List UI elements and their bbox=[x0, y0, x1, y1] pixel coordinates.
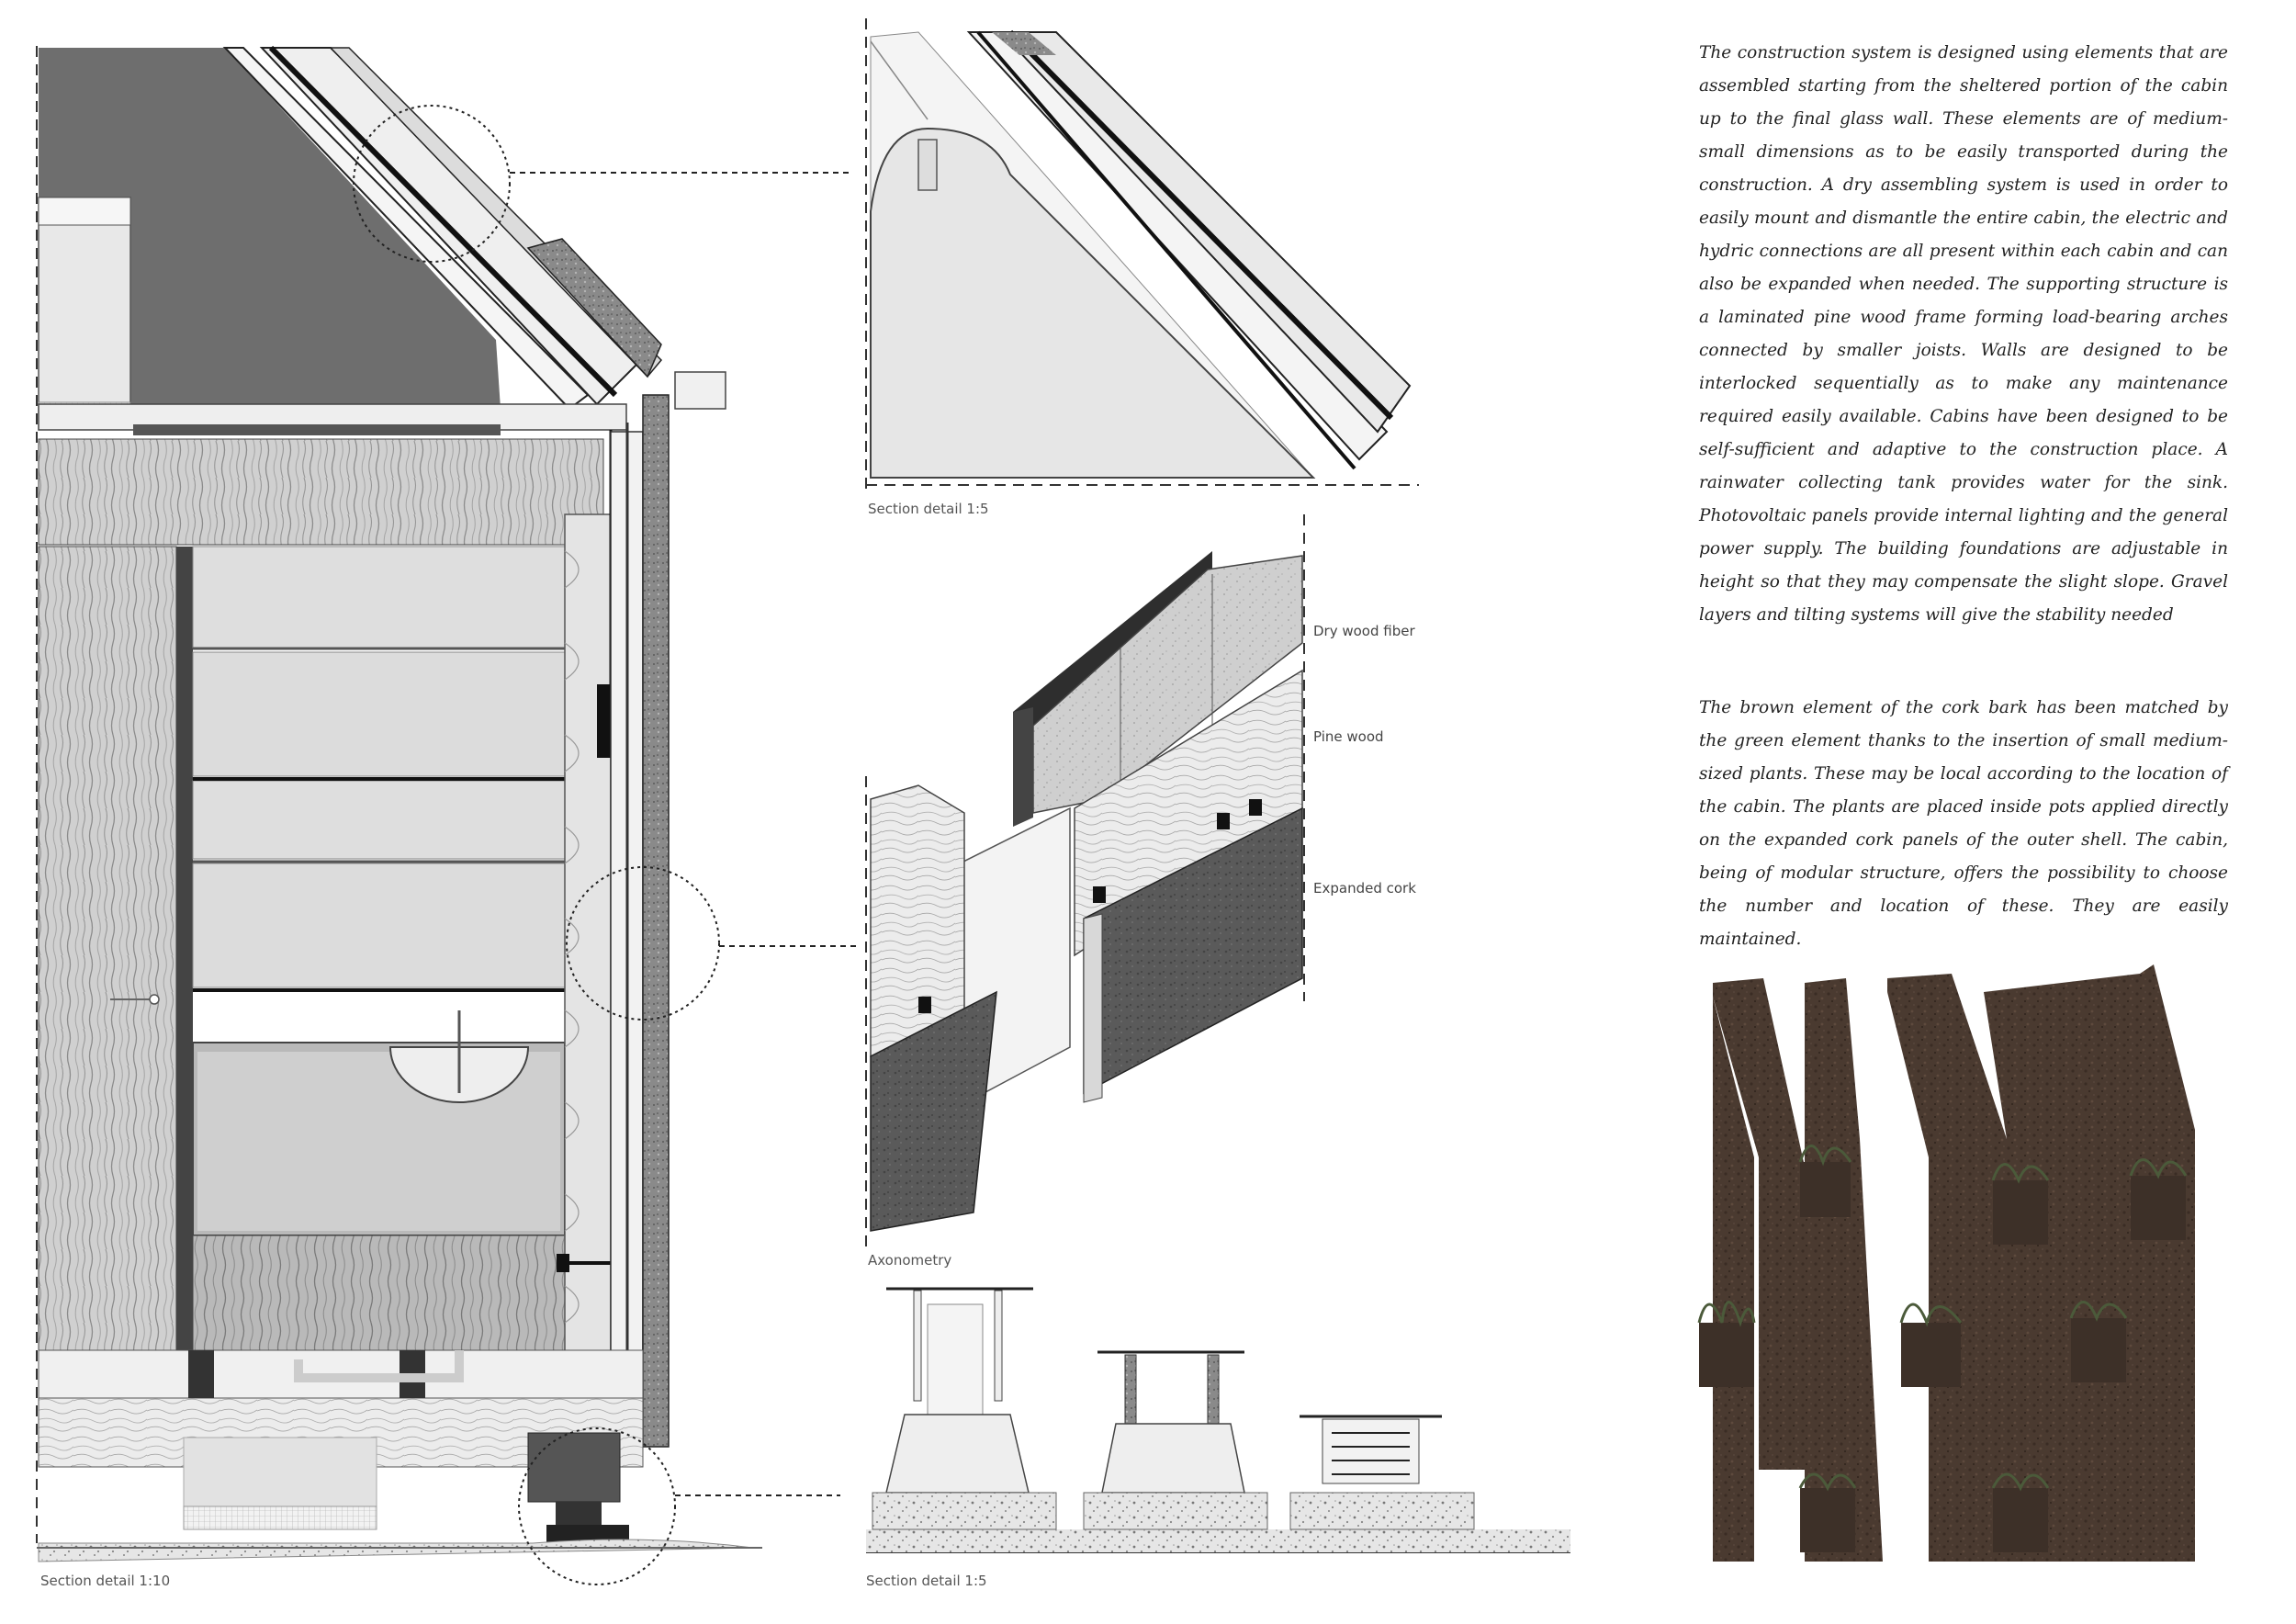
main-section-drawing bbox=[37, 46, 859, 1585]
axonometry-drawing bbox=[866, 514, 1304, 1249]
roof-detail-caption: Section detail 1:5 bbox=[868, 501, 989, 517]
construction-description: The construction system is designed using elements that are assembled starting from the sheltered portion of the cabin up to the final glass wall. These elements are of medium-small dimensions as to be easily transported during the construction. A dry assembling system is used in order to easily mount and dismantle the entire cabin, the electric and hydric connections are all present within each cabin and can also be expanded when needed. The supporting structure is a laminated pine wood frame forming load-bearing arches connected by smaller joists. Walls are designed to be interlocked sequentially as to make any maintenance required easily available. Cabins have been designed to be self-sufficient and adaptive to the construction place. A rainwater collecting tank provides water for the sink. Photovoltaic panels provide internal lighting and the general power supply. The building foundations are adjustable in height so that they may compensate the slight slope. Gravel layers and tilting systems will give the stability needed bbox=[1699, 43, 2228, 625]
layer-label-dry-wood-fiber: Dry wood fiber bbox=[1313, 623, 1415, 639]
layer-label-expanded-cork: Expanded cork bbox=[1313, 880, 1416, 897]
layer-label-pine-wood: Pine wood bbox=[1313, 728, 1384, 745]
roof-detail-drawing bbox=[866, 18, 1419, 496]
cabin-elevation-render bbox=[1699, 964, 2195, 1562]
axonometry-caption: Axonometry bbox=[868, 1252, 952, 1269]
foundation-detail-caption: Section detail 1:5 bbox=[866, 1573, 987, 1589]
main-section-caption: Section detail 1:10 bbox=[40, 1573, 171, 1589]
cork-plants-description: The brown element of the cork bark has been matched by the green element thanks to the insertion of small medium-sized plants. These may be local according to the location of the cabin. The plants are placed inside pots applied directly on the expanded cork panels of the outer shell. The cabin, being of modular structure, offers the possibility to choose the number and location of these. They are easily maintained. bbox=[1699, 698, 2228, 949]
foundation-detail-drawing bbox=[866, 1289, 1570, 1552]
